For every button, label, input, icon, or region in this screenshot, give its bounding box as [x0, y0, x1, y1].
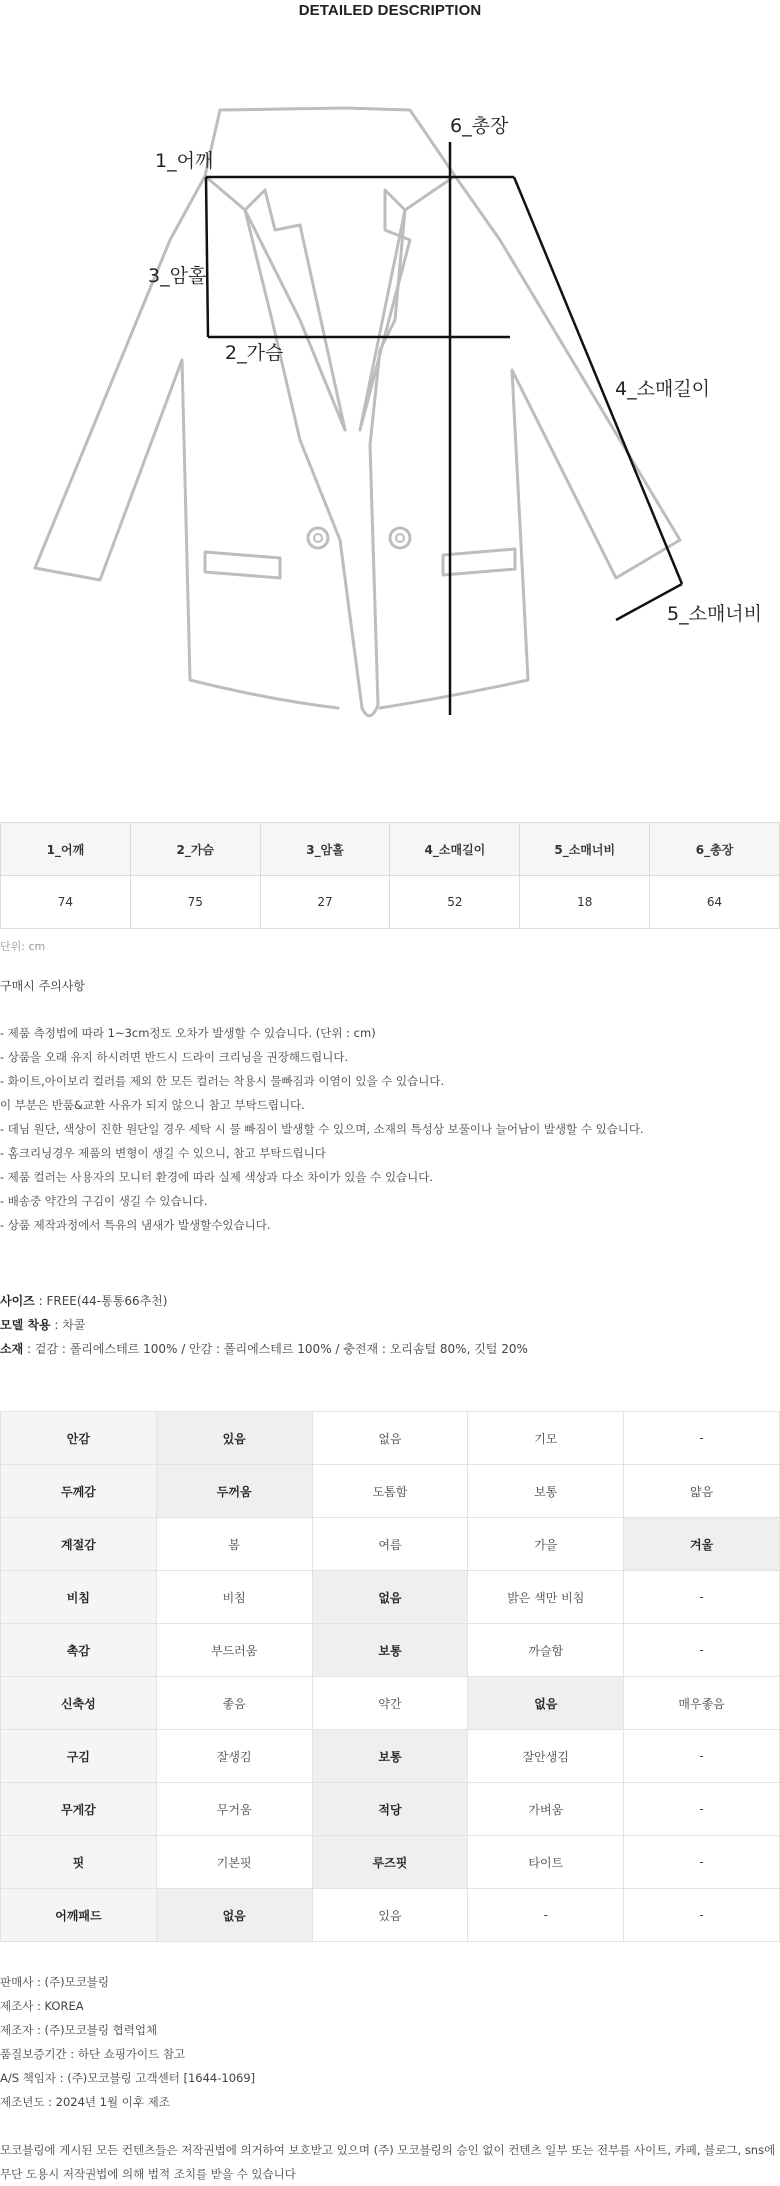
size-table	[0, 822, 780, 929]
feel-row-header: 두께감	[1, 1465, 157, 1518]
info-manufacturer: 제조자 : (주)모코블링 협력업체	[0, 2023, 158, 2037]
copyright-line: 무단 도용시 저작권법에 의해 법적 조치를 받을 수 있습니다	[0, 2167, 296, 2181]
feel-option: 보통	[468, 1465, 624, 1518]
feel-option: 적당	[312, 1783, 468, 1836]
feel-row	[1, 1412, 780, 1465]
feel-option: -	[624, 1889, 780, 1942]
copyright-notice	[0, 2138, 780, 2186]
feel-option: 밝은 색만 비침	[468, 1571, 624, 1624]
spec-material-value: : 겉감 : 폴리에스테르 100% / 안감 : 폴리에스테르 100% / 충전재 : 오리솜털 80%, 깃털 20%	[23, 1342, 528, 1356]
spec-size-value: : FREE(44-통통66추천)	[34, 1294, 168, 1308]
feel-option: 루즈핏	[312, 1836, 468, 1889]
caution-title: 구매시 주의사항	[0, 979, 85, 993]
caution-item: - 상품 제작과정에서 특유의 냄새가 발생할수있습니다.	[0, 1218, 271, 1232]
size-value: 52	[390, 876, 520, 929]
feel-option: -	[468, 1889, 624, 1942]
feel-row-header: 핏	[1, 1836, 157, 1889]
feel-row-header: 안감	[1, 1412, 157, 1465]
spec-model-label: 모델 착용	[0, 1318, 51, 1332]
size-value: 75	[130, 876, 260, 929]
feel-option: 가벼움	[468, 1783, 624, 1836]
caution-item: - 상품을 오래 유지 하시려면 반드시 드라이 크리닝을 권장해드립니다.	[0, 1050, 349, 1064]
feel-row-header: 비침	[1, 1571, 157, 1624]
feel-row	[1, 1465, 780, 1518]
feel-option: 까슬함	[468, 1624, 624, 1677]
feel-row	[1, 1571, 780, 1624]
feel-option: 잘안생김	[468, 1730, 624, 1783]
spec-model	[0, 1316, 85, 1333]
feel-row-header: 구김	[1, 1730, 157, 1783]
size-header: 6_총장	[650, 823, 780, 876]
caution-item: - 화이트,아이보리 컬러를 제외 한 모든 컬러는 착용시 물빠짐과 이염이 있을 수 있습니다.	[0, 1074, 445, 1088]
unit-note: 단위: cm	[0, 940, 46, 953]
size-header: 1_어깨	[1, 823, 131, 876]
feel-option: 기모	[468, 1412, 624, 1465]
feel-option: -	[624, 1571, 780, 1624]
size-header: 5_소매너비	[520, 823, 650, 876]
label-chest: 2_가슴	[225, 342, 284, 364]
info-country: 제조사 : KOREA	[0, 1999, 84, 2013]
pocket-right	[443, 549, 515, 575]
size-header: 4_소매길이	[390, 823, 520, 876]
jacket-collar	[205, 108, 455, 716]
size-table-header-row	[1, 823, 780, 876]
label-sleeve-length: 4_소매길이	[615, 378, 711, 400]
caution-item: - 데님 원단, 색상이 진한 원단일 경우 세탁 시 물 빠짐이 발생할 수 있으며, 소재의 특성상 보풀이나 늘어남이 발생할 수 있습니다.	[0, 1122, 644, 1136]
pocket-left	[205, 552, 280, 578]
feel-option: 비침	[156, 1571, 312, 1624]
feel-option: 부드러움	[156, 1624, 312, 1677]
copyright-line: 모코블링에 게시된 모든 컨텐츠들은 저작권법에 의거하여 보호받고 있으며 (주) 모코블링의 승인 없이 컨텐츠 일부 또는 전부를 사이트, 카페, 블로그, sns에	[0, 2143, 776, 2157]
feel-row-header: 무게감	[1, 1783, 157, 1836]
feel-option: 있음	[312, 1889, 468, 1942]
caution-item: 이 부분은 반품&교환 사유가 되지 않으니 참고 부탁드립니다.	[0, 1098, 305, 1112]
feel-option: 없음	[312, 1412, 468, 1465]
caution-item: - 홈크리닝경우 제품의 변형이 생길 수 있으니, 참고 부탁드립니다	[0, 1146, 326, 1160]
size-header: 3_암홀	[260, 823, 390, 876]
feel-option: -	[624, 1412, 780, 1465]
label-sleeve-width: 5_소매너비	[667, 603, 763, 625]
button-left	[308, 528, 328, 548]
feel-option: -	[624, 1730, 780, 1783]
jacket-body-left	[35, 176, 338, 708]
feel-row	[1, 1889, 780, 1942]
jacket-measurement-diagram	[0, 100, 780, 740]
feel-row-header: 신축성	[1, 1677, 157, 1730]
size-value: 27	[260, 876, 390, 929]
size-header: 2_가슴	[130, 823, 260, 876]
feel-option: 도톰함	[312, 1465, 468, 1518]
size-value: 74	[1, 876, 131, 929]
spec-size	[0, 1292, 167, 1309]
feel-option: 두꺼움	[156, 1465, 312, 1518]
size-value: 64	[650, 876, 780, 929]
spec-material	[0, 1340, 528, 1357]
feel-row-header: 계절감	[1, 1518, 157, 1571]
feel-option: -	[624, 1624, 780, 1677]
feel-option: 보통	[312, 1730, 468, 1783]
feel-row-header: 촉감	[1, 1624, 157, 1677]
feel-option: 없음	[468, 1677, 624, 1730]
info-year: 제조년도 : 2024년 1월 이후 제조	[0, 2095, 170, 2109]
feel-option: 가을	[468, 1518, 624, 1571]
caution-item: - 제품 컬러는 사용자의 모니터 환경에 따라 실제 색상과 다소 차이가 있을 수 있습니다.	[0, 1170, 434, 1184]
caution-list	[0, 1023, 644, 1239]
feel-option: 좋음	[156, 1677, 312, 1730]
feel-option: 봄	[156, 1518, 312, 1571]
feel-option: 보통	[312, 1624, 468, 1677]
info-seller: 판매사 : (주)모코블링	[0, 1975, 110, 1989]
feel-row-header: 어깨패드	[1, 1889, 157, 1942]
feel-row	[1, 1836, 780, 1889]
feel-option: 잘생김	[156, 1730, 312, 1783]
feel-row	[1, 1783, 780, 1836]
lapel-right	[360, 190, 410, 430]
size-table-value-row	[1, 876, 780, 929]
info-as: A/S 책임자 : (주)모코블링 고객센터 [1644-1069]	[0, 2071, 256, 2085]
feel-option: 겨울	[624, 1518, 780, 1571]
label-shoulder: 1_어깨	[155, 150, 214, 172]
feel-option: -	[624, 1783, 780, 1836]
company-info	[0, 1972, 255, 2116]
feel-row	[1, 1730, 780, 1783]
feel-option: 기본핏	[156, 1836, 312, 1889]
label-armhole: 3_암홀	[148, 265, 207, 287]
feel-option: 얇음	[624, 1465, 780, 1518]
fabric-feel-table	[0, 1411, 780, 1942]
label-total-length: 6_총장	[450, 115, 509, 137]
caution-item: - 배송중 약간의 구김이 생길 수 있습니다.	[0, 1194, 208, 1208]
feel-row	[1, 1624, 780, 1677]
lapel-left	[245, 190, 345, 430]
feel-option: 약간	[312, 1677, 468, 1730]
spec-size-label: 사이즈	[0, 1294, 35, 1308]
spec-model-value: : 차콜	[50, 1318, 86, 1332]
feel-option: -	[624, 1836, 780, 1889]
feel-row	[1, 1518, 780, 1571]
feel-option: 있음	[156, 1412, 312, 1465]
info-warranty: 품질보증기간 : 하단 쇼핑가이드 참고	[0, 2047, 186, 2061]
caution-item: - 제품 측정법에 따라 1~3cm정도 오차가 발생할 수 있습니다. (단위 : cm)	[0, 1026, 376, 1040]
feel-option: 없음	[312, 1571, 468, 1624]
feel-option: 없음	[156, 1889, 312, 1942]
button-right	[390, 528, 410, 548]
feel-option: 매우좋음	[624, 1677, 780, 1730]
feel-option: 타이트	[468, 1836, 624, 1889]
spec-material-label: 소재	[0, 1342, 24, 1356]
feel-option: 무거움	[156, 1783, 312, 1836]
size-value: 18	[520, 876, 650, 929]
armhole-line	[206, 177, 208, 337]
jacket-body-right	[380, 176, 680, 708]
feel-row	[1, 1677, 780, 1730]
page-title: DETAILED DESCRIPTION	[298, 2, 482, 19]
feel-option: 여름	[312, 1518, 468, 1571]
